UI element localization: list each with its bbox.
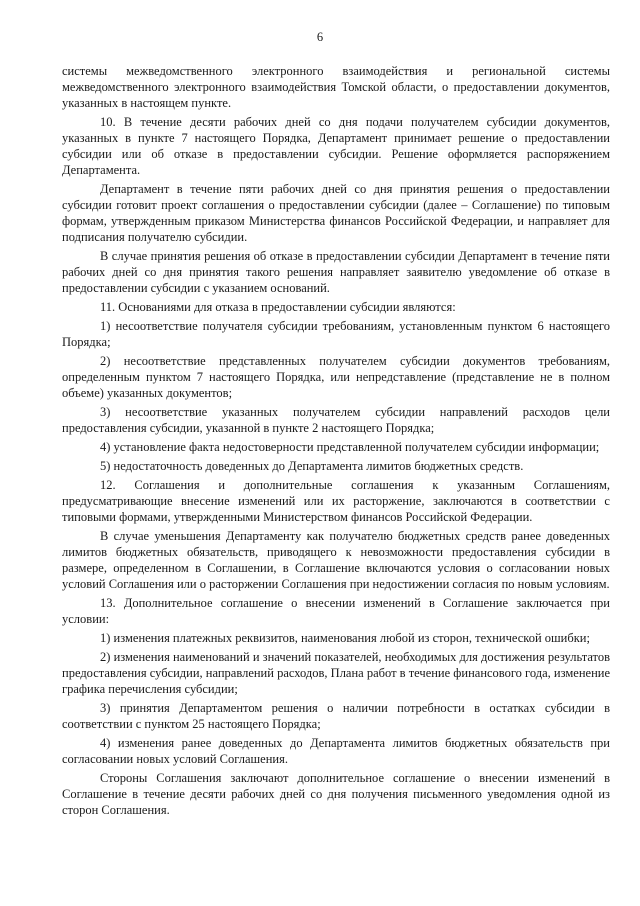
list-item: 1) несоответствие получателя субсидии требованиям, установленным пунктом 6 настоящего Порядка; — [62, 319, 610, 349]
list-item: 1) изменения платежных реквизитов, наименования любой из сторон, технической ошибки; — [100, 631, 590, 645]
paragraph: В случае уменьшения Департаменту как получателю бюджетных средств ранее доведенных лимитов бюджетных обязательств, приводящего к невозможности предоставления субсидии в размере, определенном в Соглашении, в Соглашение включаются условия о согласовании новых условий Соглашения или о расторжении Соглашения при недостижении согласия по новым условиям. — [62, 529, 610, 591]
paragraph: В случае принятия решения об отказе в предоставлении субсидии Департамент в течение пяти рабочих дней со дня принятия такого решения направляет заявителю уведомление об отказе в предоставлении субсидии с указанием оснований. — [62, 249, 610, 295]
list-item: 2) несоответствие представленных получателем субсидии документов требованиям, определенным пунктом 7 настоящего Порядка, или непредставление (представление не в полном объеме) указанных документов; — [62, 354, 610, 400]
paragraph-13: 13. Дополнительное соглашение о внесении изменений в Соглашение заключается при условии: — [62, 596, 610, 626]
paragraph-10: 10. В течение десяти рабочих дней со дня подачи получателем субсидии документов, указанных в пункте 7 настоящего Порядка, Департамент принимает решение о предоставлении субсидии или об отказе в предоставлении субсидии. Решение оформляется распоряжением Департамента. — [62, 115, 610, 177]
list-item: 2) изменения наименований и значений показателей, необходимых для достижения результатов предоставления субсидии, направлений расходов, Плана работ в течение финансового года, изменение графика перечисления субсидии; — [62, 650, 610, 696]
document-body — [62, 63, 610, 821]
paragraph-continuation: системы межведомственного электронного взаимодействия и региональной системы межведомственного электронного взаимодействия Томской области, о предоставлении документов, указанных в настоящем пункте. — [62, 64, 610, 110]
list-item: 3) несоответствие указанных получателем субсидии направлений расходов цели предоставления субсидии, указанной в пункте 2 настоящего Порядка; — [62, 405, 610, 435]
paragraph: Департамент в течение пяти рабочих дней со дня принятия решения о предоставлении субсидии готовит проект соглашения о предоставлении субсидии (далее – Соглашение) по типовым формам, утвержденным приказом Министерства финансов Российской Федерации, и направляет для подписания получателю субсидии. — [62, 182, 610, 244]
paragraph-12: 12. Соглашения и дополнительные соглашения к указанным Соглашениям, предусматривающие внесение изменений или их расторжение, заключаются в соответствии с типовыми формами, утвержденными Министерством финансов Российской Федерации. — [62, 478, 610, 524]
paragraph: Стороны Соглашения заключают дополнительное соглашение о внесении изменений в Соглашение в течение десяти рабочих дней со дня получения письменного уведомления одной из сторон Соглашения. — [62, 771, 610, 817]
list-item: 4) установление факта недостоверности представленной получателем субсидии информации; — [100, 440, 600, 454]
list-item: 5) недостаточность доведенных до Департамента лимитов бюджетных средств. — [100, 459, 524, 473]
page-number: 6 — [316, 30, 324, 44]
paragraph-11: 11. Основаниями для отказа в предоставлении субсидии являются: — [100, 300, 456, 314]
list-item: 4) изменения ранее доведенных до Департамента лимитов бюджетных обязательств при согласовании новых условий Соглашения. — [62, 736, 610, 766]
list-item: 3) принятия Департаментом решения о наличии потребности в остатках субсидии в соответствии с пунктом 25 настоящего Порядка; — [62, 701, 610, 731]
